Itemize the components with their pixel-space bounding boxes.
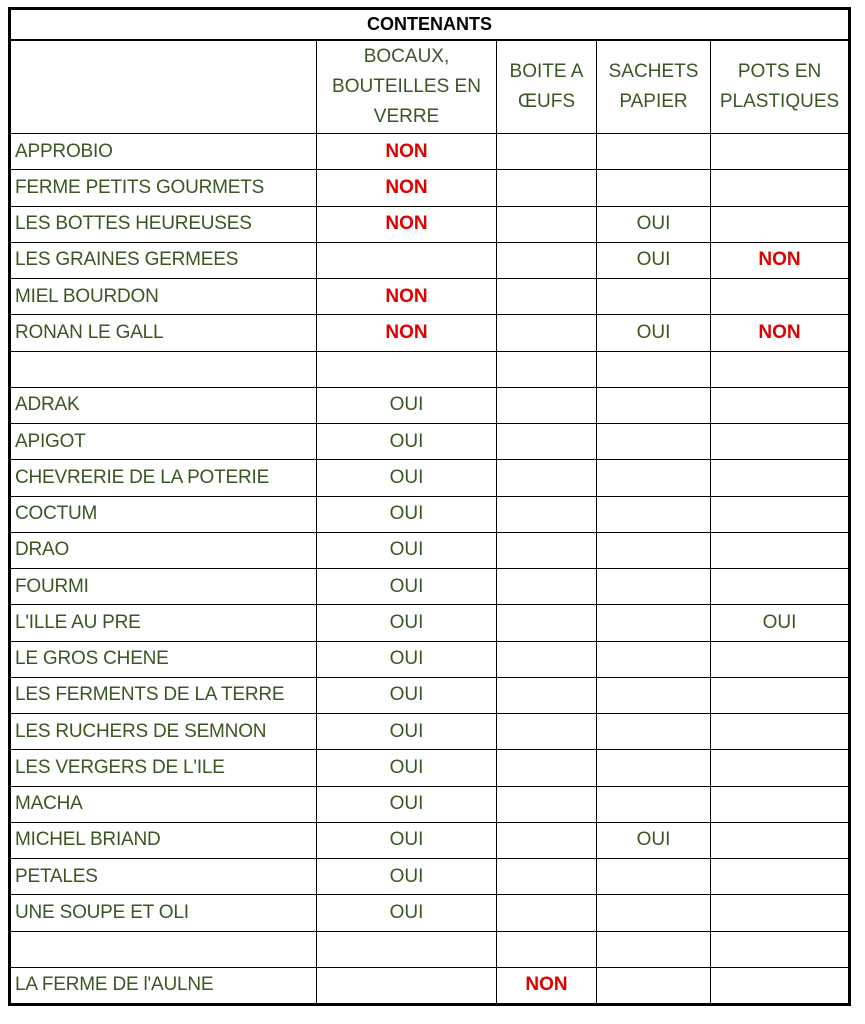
- title-row: [10, 9, 850, 41]
- bocaux-cell: [317, 931, 497, 967]
- table-row: [10, 387, 850, 423]
- boite-oeufs-cell: [497, 677, 597, 713]
- sachets-papier-cell: [597, 859, 711, 895]
- bocaux-cell: OUI: [317, 496, 497, 532]
- sachets-papier-cell: [597, 750, 711, 786]
- producer-name: DRAO: [10, 532, 317, 568]
- boite-oeufs-cell: [497, 859, 597, 895]
- boite-oeufs-cell: [497, 170, 597, 206]
- producer-name: COCTUM: [10, 496, 317, 532]
- table-row: [10, 931, 850, 967]
- table-row: [10, 641, 850, 677]
- producer-name: LE GROS CHENE: [10, 641, 317, 677]
- sachets-papier-cell: [597, 569, 711, 605]
- boite-oeufs-cell: [497, 532, 597, 568]
- boite-oeufs-cell: [497, 822, 597, 858]
- pots-plastiques-cell: [711, 714, 850, 750]
- table-row: [10, 532, 850, 568]
- boite-oeufs-cell: [497, 460, 597, 496]
- boite-oeufs-cell: [497, 424, 597, 460]
- sachets-papier-cell: [597, 967, 711, 1004]
- sachets-papier-cell: [597, 351, 711, 387]
- table-row: [10, 460, 850, 496]
- bocaux-cell: NON: [317, 170, 497, 206]
- bocaux-cell: [317, 967, 497, 1004]
- containers-table: [8, 7, 851, 1006]
- table-row: [10, 496, 850, 532]
- bocaux-cell: OUI: [317, 605, 497, 641]
- pots-plastiques-cell: [711, 895, 850, 931]
- header-sachets-papier: SACHETS PAPIER: [597, 40, 711, 134]
- sachets-papier-cell: [597, 895, 711, 931]
- table-row: [10, 750, 850, 786]
- producer-name: APIGOT: [10, 424, 317, 460]
- producer-name: MICHEL BRIAND: [10, 822, 317, 858]
- boite-oeufs-cell: [497, 206, 597, 242]
- producer-name: LES GRAINES GERMEES: [10, 242, 317, 278]
- sachets-papier-cell: [597, 496, 711, 532]
- pots-plastiques-cell: [711, 931, 850, 967]
- boite-oeufs-cell: [497, 641, 597, 677]
- table-row: [10, 134, 850, 170]
- boite-oeufs-cell: [497, 315, 597, 351]
- header-bocaux: BOCAUX, BOUTEILLES EN VERRE: [317, 40, 497, 134]
- bocaux-cell: NON: [317, 134, 497, 170]
- table-row: [10, 859, 850, 895]
- table-row: [10, 569, 850, 605]
- producer-name: PETALES: [10, 859, 317, 895]
- boite-oeufs-cell: [497, 134, 597, 170]
- table-title: CONTENANTS: [10, 9, 850, 41]
- producer-name: L'ILLE AU PRE: [10, 605, 317, 641]
- table-row: [10, 605, 850, 641]
- pots-plastiques-cell: [711, 387, 850, 423]
- sachets-papier-cell: [597, 279, 711, 315]
- sachets-papier-cell: [597, 134, 711, 170]
- pots-plastiques-cell: [711, 859, 850, 895]
- bocaux-cell: OUI: [317, 460, 497, 496]
- pots-plastiques-cell: [711, 460, 850, 496]
- producer-name: LES RUCHERS DE SEMNON: [10, 714, 317, 750]
- header-boite-oeufs: BOITE A ŒUFS: [497, 40, 597, 134]
- boite-oeufs-cell: [497, 569, 597, 605]
- bocaux-cell: OUI: [317, 641, 497, 677]
- pots-plastiques-cell: [711, 496, 850, 532]
- boite-oeufs-cell: [497, 931, 597, 967]
- sachets-papier-cell: [597, 424, 711, 460]
- producer-name: [10, 351, 317, 387]
- sachets-papier-cell: [597, 786, 711, 822]
- table-row: [10, 822, 850, 858]
- table-row: [10, 170, 850, 206]
- table-row: [10, 714, 850, 750]
- producer-name: APPROBIO: [10, 134, 317, 170]
- table-row: [10, 242, 850, 278]
- table-row: [10, 967, 850, 1004]
- pots-plastiques-cell: [711, 532, 850, 568]
- header-cell-empty: [10, 40, 317, 134]
- sachets-papier-cell: OUI: [597, 206, 711, 242]
- table-row: [10, 677, 850, 713]
- sachets-papier-cell: OUI: [597, 242, 711, 278]
- bocaux-cell: OUI: [317, 895, 497, 931]
- pots-plastiques-cell: [711, 569, 850, 605]
- table-row: [10, 351, 850, 387]
- pots-plastiques-cell: [711, 786, 850, 822]
- bocaux-cell: OUI: [317, 424, 497, 460]
- producer-name: RONAN LE GALL: [10, 315, 317, 351]
- sachets-papier-cell: OUI: [597, 315, 711, 351]
- pots-plastiques-cell: [711, 641, 850, 677]
- boite-oeufs-cell: [497, 279, 597, 315]
- bocaux-cell: OUI: [317, 677, 497, 713]
- boite-oeufs-cell: [497, 714, 597, 750]
- bocaux-cell: OUI: [317, 387, 497, 423]
- bocaux-cell: OUI: [317, 532, 497, 568]
- sachets-papier-cell: [597, 532, 711, 568]
- boite-oeufs-cell: NON: [497, 967, 597, 1004]
- table-row: [10, 895, 850, 931]
- sachets-papier-cell: [597, 641, 711, 677]
- sachets-papier-cell: OUI: [597, 822, 711, 858]
- producer-name: CHEVRERIE DE LA POTERIE: [10, 460, 317, 496]
- header-row: [10, 40, 850, 134]
- producer-name: MIEL BOURDON: [10, 279, 317, 315]
- pots-plastiques-cell: NON: [711, 315, 850, 351]
- boite-oeufs-cell: [497, 895, 597, 931]
- table-row: [10, 279, 850, 315]
- bocaux-cell: OUI: [317, 569, 497, 605]
- pots-plastiques-cell: [711, 279, 850, 315]
- producer-name: MACHA: [10, 786, 317, 822]
- pots-plastiques-cell: [711, 170, 850, 206]
- producer-name: [10, 931, 317, 967]
- bocaux-cell: OUI: [317, 859, 497, 895]
- sachets-papier-cell: [597, 460, 711, 496]
- producer-name: LES BOTTES HEUREUSES: [10, 206, 317, 242]
- table-row: [10, 315, 850, 351]
- pots-plastiques-cell: [711, 750, 850, 786]
- header-pots-plastiques: POTS EN PLASTIQUES: [711, 40, 850, 134]
- bocaux-cell: OUI: [317, 750, 497, 786]
- pots-plastiques-cell: [711, 134, 850, 170]
- producer-name: LES VERGERS DE L'ILE: [10, 750, 317, 786]
- bocaux-cell: OUI: [317, 714, 497, 750]
- producer-name: LA FERME DE l'AULNE: [10, 967, 317, 1004]
- pots-plastiques-cell: NON: [711, 242, 850, 278]
- sachets-papier-cell: [597, 931, 711, 967]
- producer-name: ADRAK: [10, 387, 317, 423]
- bocaux-cell: [317, 351, 497, 387]
- pots-plastiques-cell: [711, 822, 850, 858]
- bocaux-cell: NON: [317, 206, 497, 242]
- sachets-papier-cell: [597, 387, 711, 423]
- producer-name: FERME PETITS GOURMETS: [10, 170, 317, 206]
- pots-plastiques-cell: [711, 424, 850, 460]
- boite-oeufs-cell: [497, 750, 597, 786]
- pots-plastiques-cell: OUI: [711, 605, 850, 641]
- bocaux-cell: OUI: [317, 822, 497, 858]
- sachets-papier-cell: [597, 677, 711, 713]
- boite-oeufs-cell: [497, 786, 597, 822]
- boite-oeufs-cell: [497, 496, 597, 532]
- producer-name: UNE SOUPE ET OLI: [10, 895, 317, 931]
- pots-plastiques-cell: [711, 967, 850, 1004]
- boite-oeufs-cell: [497, 605, 597, 641]
- bocaux-cell: OUI: [317, 786, 497, 822]
- pots-plastiques-cell: [711, 677, 850, 713]
- table-row: [10, 206, 850, 242]
- sachets-papier-cell: [597, 714, 711, 750]
- sachets-papier-cell: [597, 170, 711, 206]
- bocaux-cell: NON: [317, 315, 497, 351]
- table-row: [10, 424, 850, 460]
- pots-plastiques-cell: [711, 206, 850, 242]
- bocaux-cell: [317, 242, 497, 278]
- boite-oeufs-cell: [497, 242, 597, 278]
- table-row: [10, 786, 850, 822]
- boite-oeufs-cell: [497, 351, 597, 387]
- pots-plastiques-cell: [711, 351, 850, 387]
- boite-oeufs-cell: [497, 387, 597, 423]
- bocaux-cell: NON: [317, 279, 497, 315]
- sachets-papier-cell: [597, 605, 711, 641]
- producer-name: FOURMI: [10, 569, 317, 605]
- producer-name: LES FERMENTS DE LA TERRE: [10, 677, 317, 713]
